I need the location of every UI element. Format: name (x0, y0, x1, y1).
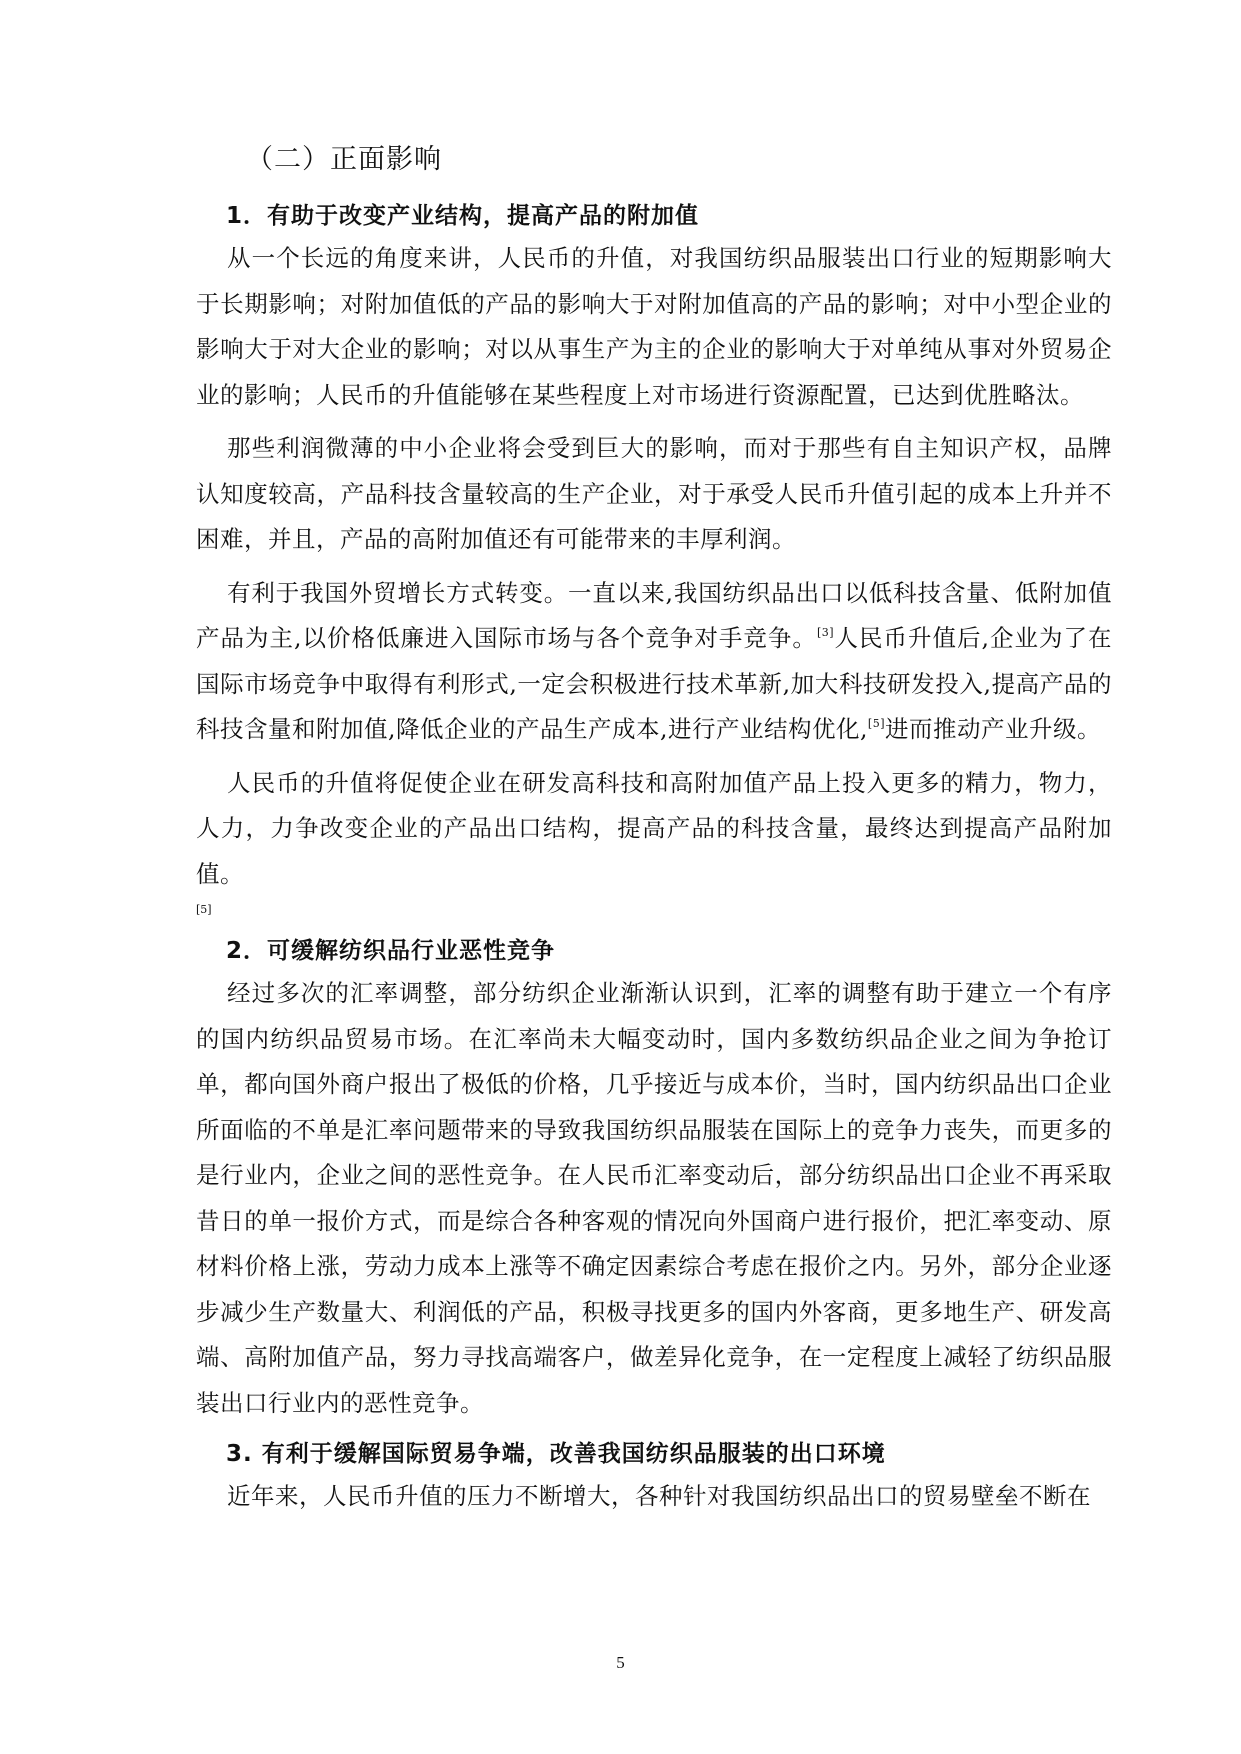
subsection-3-paragraph-1: 近年来，人民币升值的压力不断增大，各种针对我国纺织品出口的贸易壁垒不断在 (227, 1482, 1091, 1510)
paragraph-3-text-c: 进而推动产业升级。 (885, 715, 1102, 743)
page-number: 5 (616, 1653, 625, 1672)
paragraph-gap (196, 418, 1112, 426)
paragraph-gap (196, 923, 1112, 931)
section-heading: （二）正面影响 (246, 144, 442, 175)
paragraph-gap (196, 753, 1112, 761)
citation-5: [5] (867, 717, 886, 730)
subsection-2-paragraph-1: 经过多次的汇率调整，部分纺织企业渐渐认识到，汇率的调整有助于建立一个有序的国内纺织品贸易市场。在汇率尚未大幅变动时，国内多数纺织品企业之间为争抢订单，都向国外商户报出了极低的价格，几乎接近与成本价，当时，国内纺织品出口企业所面临的不单是汇率问题带来的导致我国纺织品服装在国际上的竞争力丧失，而更多的是行业内，企业之间的恶性竞争。在人民币汇率变动后，部分纺织品出口企业不再采取昔日的单一报价方式，而是综合各种客观的情况向外国商户进行报价，把汇率变动、原材料价格上涨，劳动力成本上涨等不确定因素综合考虑在报价之内。另外，部分企业逐步减少生产数量大、利润低的产品，积极寻找更多的国内外客商，更多地生产、研发高端、高附加值产品，努力寻找高端客户，做差异化竞争，在一定程度上减轻了纺织品服装出口行业内的恶性竞争。 (196, 979, 1112, 1417)
citation-3: [3] (816, 626, 835, 639)
page-content (196, 140, 1112, 1520)
subsection-1-paragraph-3 (196, 571, 1112, 753)
subsection-1-paragraph-2: 那些利润微薄的中小企业将会受到巨大的影响，而对于那些有自主知识产权，品牌认知度较高，产品科技含量较高的生产企业，对于承受人民币升值引起的成本上升并不困难，并且，产品的高附加值还有可能带来的丰厚利润。 (196, 434, 1112, 553)
subsection-2-heading: 2．可缓解纺织品行业恶性竞争 (226, 938, 556, 964)
paragraph-gap (196, 563, 1112, 571)
paragraph-gap (196, 1426, 1112, 1434)
subsection-1-paragraph-1: 从一个长远的角度来讲，人民币的升值，对我国纺织品服装出口行业的短期影响大于长期影响；对附加值低的产品的影响大于对附加值高的产品的影响；对中小型企业的影响大于对大企业的影响；对以从事生产为主的企业的影响大于对单纯从事对外贸易企业的影响；人民币的升值能够在某些程度上对市场进行资源配置，已达到优胜略汰。 (196, 244, 1112, 409)
paragraph-3-text-b: 人民币升值后,企业为了在国际市场竞争中取得有利形式,一定会积极进行技术革新,加大科技研发投入,提高产品的科技含量和附加值,降低企业的产品生产成本,进行产业结构优化, (196, 624, 1112, 743)
subsection-1-heading: 1．有助于改变产业结构，提高产品的附加值 (226, 203, 700, 229)
paragraph-3-text-a: 有利于我国外贸增长方式转变。一直以来,我国纺织品出口以低科技含量、低附加值产品为主,以价格低廉进入国际市场与各个竞争对手竞争。 (196, 578, 1112, 652)
subsection-1-paragraph-4: 人民币的升值将促使企业在研发高科技和高附加值产品上投入更多的精力，物力，人力，力争改变企业的产品出口结构，提高产品的科技含量，最终达到提高产品附加值。 (196, 768, 1112, 888)
citation-5-trailing: [5] (196, 903, 212, 916)
subsection-3-heading: 3. 有利于缓解国际贸易争端，改善我国纺织品服装的出口环境 (226, 1441, 886, 1467)
